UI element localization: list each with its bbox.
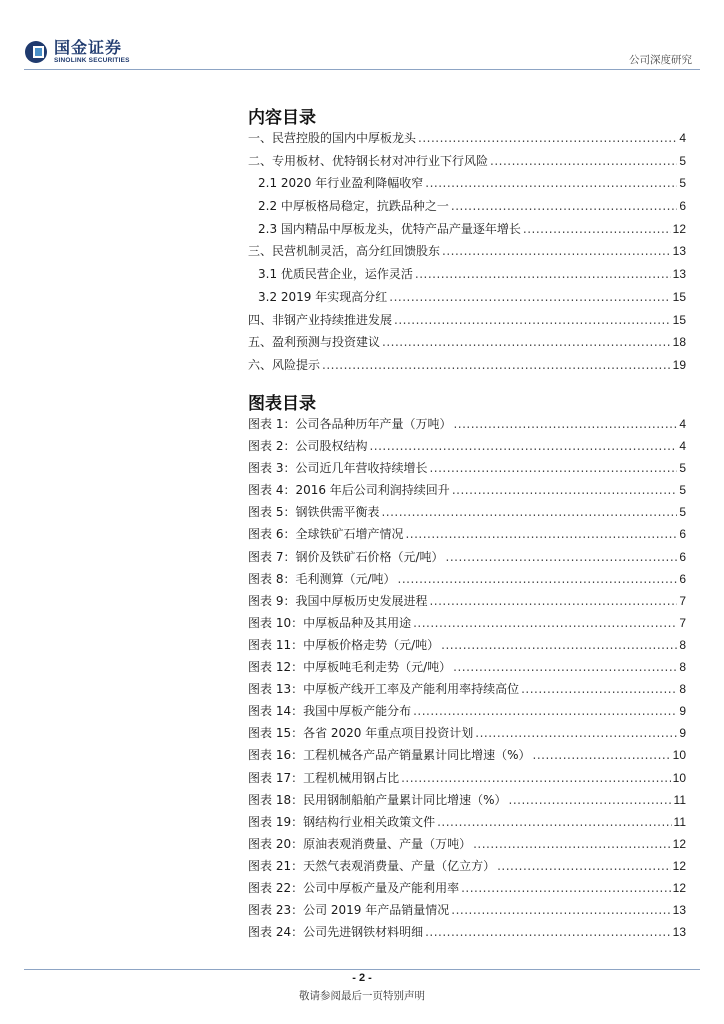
- toc-entry-label: 3.2 2019 年实现高分红: [258, 289, 388, 304]
- figure-entry[interactable]: [248, 503, 686, 525]
- dot-leader: [425, 176, 677, 190]
- figure-entry[interactable]: [248, 570, 686, 592]
- page-number: - 2 -: [352, 972, 372, 984]
- dot-leader: [405, 527, 677, 541]
- contents-entry[interactable]: [248, 242, 686, 265]
- contents-entry[interactable]: [248, 129, 686, 152]
- dot-leader: [413, 704, 677, 718]
- toc-entry-label: 图表 4：2016 年后公司利润持续回升: [248, 483, 450, 498]
- toc-entry-page: 4: [679, 439, 686, 454]
- contents-entry[interactable]: [248, 152, 686, 175]
- dot-leader: [369, 439, 677, 453]
- toc-entry-label: 图表 20：原油表观消费量、产量（万吨）: [248, 836, 472, 851]
- toc-entry-page: 10: [672, 770, 686, 785]
- toc-entry-page: 6: [679, 549, 686, 564]
- dot-leader: [452, 483, 678, 497]
- dot-leader: [497, 859, 671, 873]
- figures-list: [248, 415, 686, 945]
- figure-entry[interactable]: [248, 769, 686, 791]
- dot-leader: [509, 793, 672, 807]
- toc-entry-page: 12: [672, 858, 686, 873]
- toc-entry-page: 6: [679, 199, 686, 214]
- dot-leader: [523, 222, 671, 236]
- toc-entry-label: 图表 15：各省 2020 年重点项目投资计划: [248, 726, 474, 741]
- toc-entry-page: 15: [672, 312, 686, 327]
- toc-entry-page: 6: [679, 527, 686, 542]
- toc-entry-page: 5: [679, 176, 686, 191]
- toc-entry-page: 8: [679, 660, 686, 675]
- figure-entry[interactable]: [248, 746, 686, 768]
- toc-entry-page: 5: [679, 153, 686, 168]
- dot-leader: [425, 925, 671, 939]
- toc-entry-label: 图表 5：钢铁供需平衡表: [248, 505, 380, 520]
- figure-entry[interactable]: [248, 923, 686, 945]
- toc-entry-page: 18: [672, 335, 686, 350]
- toc-entry-label: 图表 3：公司近几年营收持续增长: [248, 461, 428, 476]
- toc-entry-page: 8: [679, 682, 686, 697]
- toc-entry-page: 15: [672, 289, 686, 304]
- logo-english-name: SINOLINK SECURITIES: [54, 57, 130, 64]
- toc-entry-page: 8: [679, 637, 686, 652]
- contents-title: 内容目录: [248, 108, 316, 128]
- toc-entry-label: 图表 21：天然气表观消费量、产量（亿立方）: [248, 858, 496, 873]
- toc-entry-page: 12: [672, 221, 686, 236]
- dot-leader: [415, 267, 671, 281]
- contents-entry[interactable]: [248, 356, 686, 379]
- toc-entry-label: 图表 8：毛利测算（元/吨）: [248, 571, 396, 586]
- toc-entry-page: 5: [679, 461, 686, 476]
- toc-entry-label: 2.1 2020 年行业盈利降幅收窄: [258, 176, 424, 191]
- toc-entry-label: 图表 14：我国中厚板产能分布: [248, 704, 412, 719]
- toc-entry-label: 五、盈利预测与投资建议: [248, 335, 381, 350]
- toc-entry-page: 13: [672, 267, 686, 282]
- toc-entry-page: 4: [679, 131, 686, 145]
- toc-entry-page: 12: [672, 836, 686, 851]
- contents-entry[interactable]: [248, 333, 686, 356]
- dot-leader: [394, 313, 671, 327]
- toc-entry-page: 13: [672, 903, 686, 918]
- figure-entry[interactable]: [248, 481, 686, 503]
- toc-entry-label: 图表 10：中厚板品种及其用途: [248, 615, 412, 630]
- dot-leader: [322, 358, 671, 372]
- dot-leader: [389, 290, 670, 304]
- toc-entry-page: 6: [679, 571, 686, 586]
- toc-entry-label: 图表 23：公司 2019 年产品销量情况: [248, 903, 450, 918]
- toc-entry-label: 图表 11：中厚板价格走势（元/吨）: [248, 637, 440, 652]
- toc-entry-page: 12: [672, 880, 686, 895]
- toc-entry-page: 5: [679, 505, 686, 520]
- footer-divider: [24, 969, 700, 970]
- figure-entry[interactable]: [248, 835, 686, 857]
- toc-entry-label: 图表 18：民用钢制船舶产量累计同比增速（%）: [248, 792, 507, 807]
- toc-entry-page: 9: [679, 704, 686, 719]
- toc-entry-page: 7: [679, 615, 686, 630]
- dot-leader: [533, 748, 671, 762]
- dot-leader: [437, 815, 671, 829]
- toc-entry-label: 二、专用板材、优特钢长材对冲行业下行风险: [248, 153, 489, 168]
- contents-entry[interactable]: [248, 174, 686, 197]
- toc-entry-label: 图表 16：工程机械各产品产销量累计同比增速（%）: [248, 748, 531, 763]
- report-type: 公司深度研究: [629, 54, 692, 66]
- toc-entry-page: 11: [673, 814, 686, 829]
- dot-leader: [473, 837, 671, 851]
- dot-leader: [451, 903, 670, 917]
- toc-entry-page: 11: [673, 792, 686, 807]
- dot-leader: [446, 550, 678, 564]
- contents-entry[interactable]: [248, 311, 686, 334]
- toc-entry-label: 一、民营控股的国内中厚板龙头: [248, 131, 417, 145]
- dot-leader: [401, 771, 671, 785]
- toc-entry-page: 4: [679, 417, 686, 431]
- toc-entry-page: 9: [679, 726, 686, 741]
- toc-entry-page: 10: [672, 748, 686, 763]
- dot-leader: [429, 594, 677, 608]
- toc-entry-label: 图表 24：公司先进钢铁材料明细: [248, 925, 424, 940]
- figure-entry[interactable]: [248, 525, 686, 547]
- figure-entry[interactable]: [248, 636, 686, 658]
- figure-entry[interactable]: [248, 680, 686, 702]
- toc-entry-label: 三、民营机制灵活，高分红回馈股东: [248, 244, 441, 259]
- toc-entry-label: 图表 12：中厚板吨毛利走势（元/吨）: [248, 660, 452, 675]
- dot-leader: [475, 726, 677, 740]
- figures-title: 图表目录: [248, 394, 316, 414]
- toc-entry-page: 5: [679, 483, 686, 498]
- toc-entry-label: 六、风险提示: [248, 357, 321, 372]
- figure-entry[interactable]: [248, 548, 686, 570]
- dot-leader: [490, 154, 677, 168]
- sinolink-logo-icon: [24, 40, 48, 64]
- dot-leader: [521, 682, 677, 696]
- figure-entry[interactable]: [248, 459, 686, 481]
- toc-entry-label: 图表 6：全球铁矿石增产情况: [248, 527, 404, 542]
- logo-chinese-name: 国金证券: [54, 38, 123, 57]
- contents-entry[interactable]: [248, 265, 686, 288]
- figure-entry[interactable]: [248, 415, 686, 437]
- dot-leader: [382, 335, 671, 349]
- toc-entry-label: 3.1 优质民营企业，运作灵活: [258, 267, 413, 282]
- toc-entry-page: 13: [672, 925, 686, 940]
- toc-entry-label: 图表 19：钢结构行业相关政策文件: [248, 814, 436, 829]
- toc-entry-label: 图表 2：公司股权结构: [248, 439, 368, 454]
- contents-entry[interactable]: [248, 288, 686, 311]
- dot-leader: [461, 881, 671, 895]
- toc-entry-page: 7: [679, 593, 686, 608]
- figure-entry[interactable]: [248, 901, 686, 923]
- dot-leader: [453, 660, 677, 674]
- toc-entry-label: 图表 17：工程机械用钢占比: [248, 770, 400, 785]
- dot-leader: [413, 616, 677, 630]
- dot-leader: [453, 417, 677, 431]
- toc-entry-label: 图表 22：公司中厚板产量及产能利用率: [248, 880, 460, 895]
- figure-entry[interactable]: [248, 437, 686, 459]
- toc-entry-page: 13: [672, 244, 686, 259]
- contents-entry[interactable]: [248, 197, 686, 220]
- figure-entry[interactable]: [248, 857, 686, 879]
- figure-entry[interactable]: [248, 702, 686, 724]
- figure-entry[interactable]: [248, 791, 686, 813]
- dot-leader: [398, 572, 678, 586]
- toc-entry-label: 2.2 中厚板格局稳定，抗跌品种之一: [258, 199, 449, 214]
- toc-entry-label: 图表 7：钢价及铁矿石价格（元/吨）: [248, 549, 444, 564]
- toc-entry-label: 2.3 国内精品中厚板龙头，优特产品产量逐年增长: [258, 221, 521, 236]
- dot-leader: [442, 244, 671, 258]
- dot-leader: [451, 199, 677, 213]
- toc-entry-label: 图表 13：中厚板产线开工率及产能利用率持续高位: [248, 682, 520, 697]
- dot-leader: [381, 505, 677, 519]
- header-divider: [24, 69, 700, 70]
- toc-entry-page: 19: [672, 357, 686, 372]
- page-header: [0, 0, 724, 80]
- figure-entry[interactable]: [248, 813, 686, 835]
- company-logo: [24, 40, 130, 65]
- figure-entry[interactable]: [248, 724, 686, 746]
- dot-leader: [418, 131, 677, 145]
- disclaimer-note: 敬请参阅最后一页特别声明: [299, 990, 425, 1002]
- dot-leader: [441, 638, 677, 652]
- figure-entry[interactable]: [248, 879, 686, 901]
- toc-entry-label: 图表 1：公司各品种历年产量（万吨）: [248, 417, 452, 431]
- toc-entry-label: 四、非钢产业持续推进发展: [248, 312, 393, 327]
- toc-entry-label: 图表 9：我国中厚板历史发展进程: [248, 593, 428, 608]
- dot-leader: [429, 461, 677, 475]
- contents-entry[interactable]: [248, 220, 686, 243]
- figure-entry[interactable]: [248, 614, 686, 636]
- contents-list: [248, 129, 686, 379]
- figure-entry[interactable]: [248, 658, 686, 680]
- figure-entry[interactable]: [248, 592, 686, 614]
